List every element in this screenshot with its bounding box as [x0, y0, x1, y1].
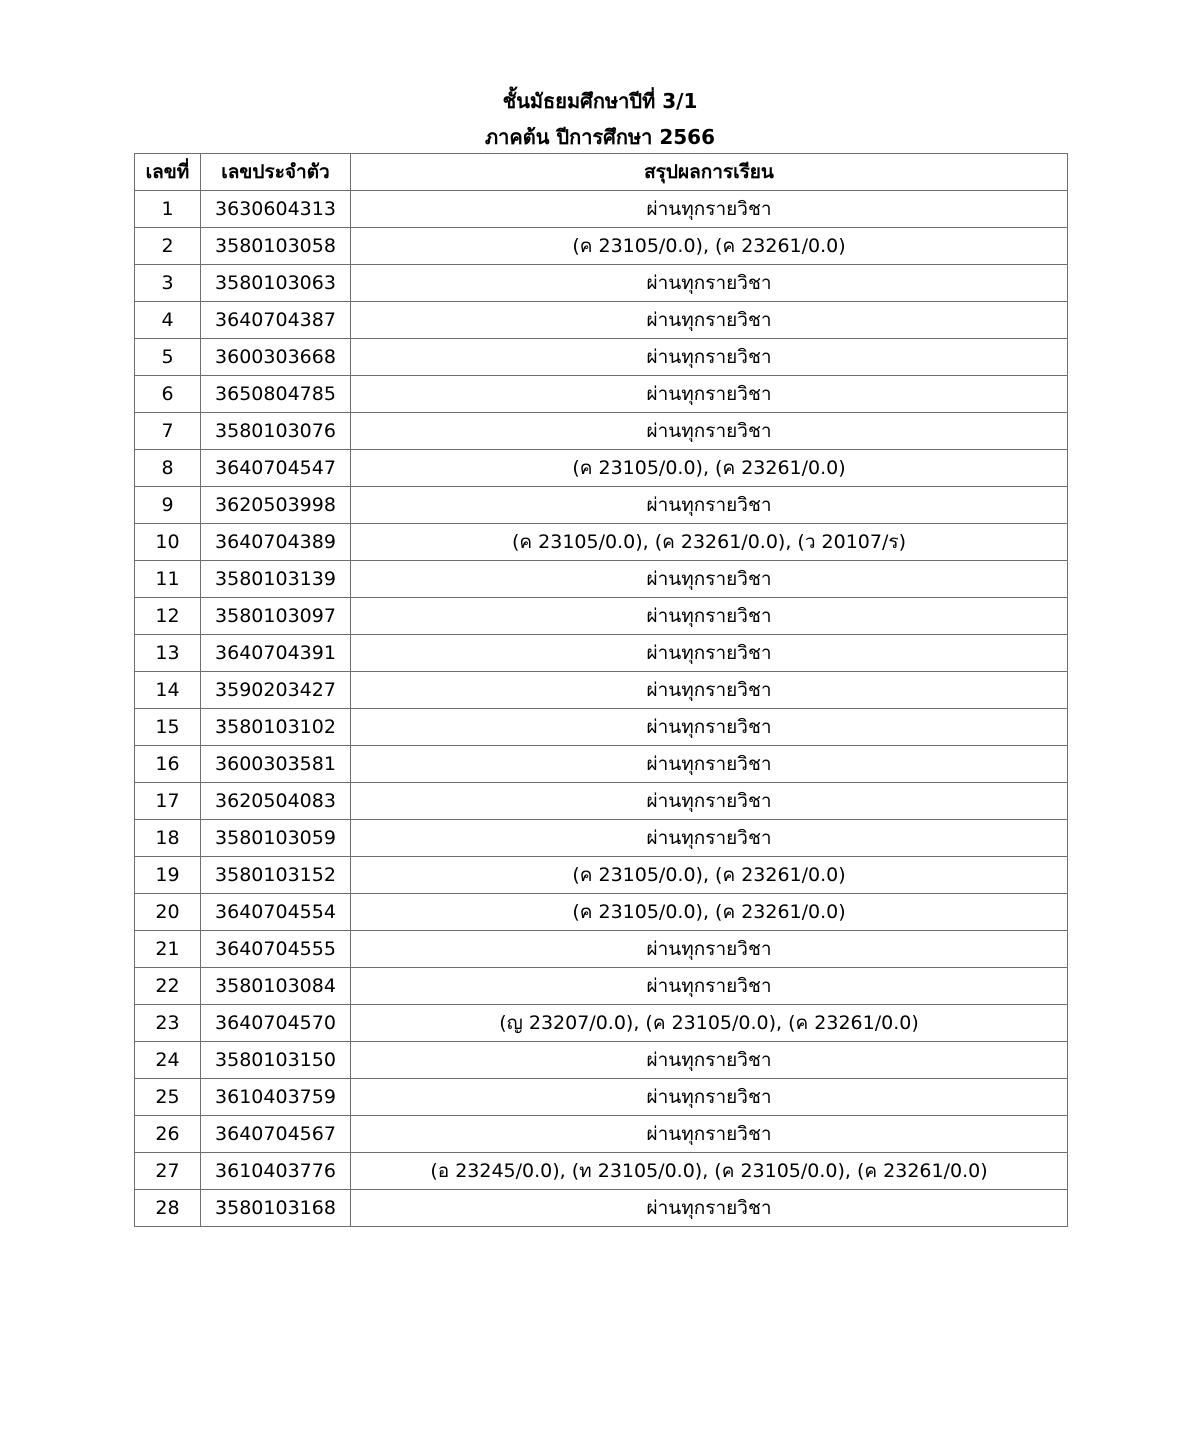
row-number-cell: 26: [135, 1116, 201, 1153]
row-number-cell: 6: [135, 376, 201, 413]
student-id-cell: 3620504083: [201, 783, 351, 820]
result-summary-cell: ผ่านทุกรายวิชา: [351, 1116, 1068, 1153]
row-number-cell: 20: [135, 894, 201, 931]
table-row: [135, 968, 1068, 1005]
row-number-cell: 8: [135, 450, 201, 487]
results-table: [134, 153, 1068, 1227]
table-row: [135, 228, 1068, 265]
student-id-cell: 3590203427: [201, 672, 351, 709]
row-number-cell: 22: [135, 968, 201, 1005]
result-summary-cell: (ค 23105/0.0), (ค 23261/0.0): [351, 450, 1068, 487]
result-summary-cell: (อ 23245/0.0), (ท 23105/0.0), (ค 23105/0.0), (ค 23261/0.0): [351, 1153, 1068, 1190]
table-row: [135, 450, 1068, 487]
result-summary-cell: ผ่านทุกรายวิชา: [351, 302, 1068, 339]
table-row: [135, 931, 1068, 968]
student-id-cell: 3610403759: [201, 1079, 351, 1116]
table-row: [135, 672, 1068, 709]
student-id-cell: 3640704570: [201, 1005, 351, 1042]
result-summary-cell: ผ่านทุกรายวิชา: [351, 672, 1068, 709]
table-row: [135, 191, 1068, 228]
student-id-cell: 3600303581: [201, 746, 351, 783]
row-number-cell: 27: [135, 1153, 201, 1190]
result-summary-cell: ผ่านทุกรายวิชา: [351, 709, 1068, 746]
page-subtitle: ภาคต้น ปีการศึกษา 2566: [484, 125, 716, 149]
result-summary-cell: ผ่านทุกรายวิชา: [351, 1042, 1068, 1079]
result-summary-cell: ผ่านทุกรายวิชา: [351, 968, 1068, 1005]
student-id-cell: 3630604313: [201, 191, 351, 228]
table-row: [135, 1042, 1068, 1079]
student-id-cell: 3610403776: [201, 1153, 351, 1190]
row-number-cell: 24: [135, 1042, 201, 1079]
table-row: [135, 783, 1068, 820]
result-summary-cell: ผ่านทุกรายวิชา: [351, 1079, 1068, 1116]
row-number-cell: 1: [135, 191, 201, 228]
row-number-cell: 2: [135, 228, 201, 265]
result-summary-cell: ผ่านทุกรายวิชา: [351, 265, 1068, 302]
table-row: [135, 1190, 1068, 1227]
column-header-number: เลขที่: [135, 154, 201, 191]
table-row: [135, 487, 1068, 524]
result-summary-cell: ผ่านทุกรายวิชา: [351, 376, 1068, 413]
student-id-cell: 3650804785: [201, 376, 351, 413]
result-summary-cell: ผ่านทุกรายวิชา: [351, 931, 1068, 968]
student-id-cell: 3640704387: [201, 302, 351, 339]
result-summary-cell: ผ่านทุกรายวิชา: [351, 413, 1068, 450]
row-number-cell: 9: [135, 487, 201, 524]
table-row: [135, 524, 1068, 561]
table-row: [135, 894, 1068, 931]
student-id-cell: 3600303668: [201, 339, 351, 376]
student-id-cell: 3580103084: [201, 968, 351, 1005]
row-number-cell: 18: [135, 820, 201, 857]
table-row: [135, 598, 1068, 635]
table-row: [135, 339, 1068, 376]
table-row: [135, 1116, 1068, 1153]
row-number-cell: 14: [135, 672, 201, 709]
table-row: [135, 561, 1068, 598]
table-header-row: [135, 154, 1068, 191]
student-id-cell: 3640704547: [201, 450, 351, 487]
table-row: [135, 746, 1068, 783]
row-number-cell: 5: [135, 339, 201, 376]
student-id-cell: 3640704555: [201, 931, 351, 968]
table-row: [135, 413, 1068, 450]
row-number-cell: 4: [135, 302, 201, 339]
student-id-cell: 3580103076: [201, 413, 351, 450]
table-row: [135, 1153, 1068, 1190]
row-number-cell: 19: [135, 857, 201, 894]
row-number-cell: 28: [135, 1190, 201, 1227]
student-id-cell: 3580103059: [201, 820, 351, 857]
result-summary-cell: ผ่านทุกรายวิชา: [351, 820, 1068, 857]
student-id-cell: 3580103150: [201, 1042, 351, 1079]
row-number-cell: 7: [135, 413, 201, 450]
table-row: [135, 1005, 1068, 1042]
result-summary-cell: (ค 23105/0.0), (ค 23261/0.0), (ว 20107/ร): [351, 524, 1068, 561]
row-number-cell: 23: [135, 1005, 201, 1042]
result-summary-cell: ผ่านทุกรายวิชา: [351, 487, 1068, 524]
result-summary-cell: (ค 23105/0.0), (ค 23261/0.0): [351, 228, 1068, 265]
result-summary-cell: ผ่านทุกรายวิชา: [351, 746, 1068, 783]
table-row: [135, 635, 1068, 672]
student-id-cell: 3580103102: [201, 709, 351, 746]
row-number-cell: 12: [135, 598, 201, 635]
student-id-cell: 3640704391: [201, 635, 351, 672]
row-number-cell: 16: [135, 746, 201, 783]
student-id-cell: 3580103097: [201, 598, 351, 635]
table-row: [135, 376, 1068, 413]
row-number-cell: 25: [135, 1079, 201, 1116]
result-summary-cell: (ญ 23207/0.0), (ค 23105/0.0), (ค 23261/0.0): [351, 1005, 1068, 1042]
student-id-cell: 3580103139: [201, 561, 351, 598]
row-number-cell: 10: [135, 524, 201, 561]
result-summary-cell: ผ่านทุกรายวิชา: [351, 339, 1068, 376]
row-number-cell: 17: [135, 783, 201, 820]
result-summary-cell: ผ่านทุกรายวิชา: [351, 635, 1068, 672]
page-title: ชั้นมัธยมศึกษาปีที่ 3/1: [502, 89, 698, 113]
result-summary-cell: (ค 23105/0.0), (ค 23261/0.0): [351, 894, 1068, 931]
result-summary-cell: ผ่านทุกรายวิชา: [351, 598, 1068, 635]
result-summary-cell: ผ่านทุกรายวิชา: [351, 561, 1068, 598]
table-row: [135, 265, 1068, 302]
student-id-cell: 3580103168: [201, 1190, 351, 1227]
row-number-cell: 3: [135, 265, 201, 302]
column-header-student-id: เลขประจำตัว: [201, 154, 351, 191]
student-id-cell: 3580103152: [201, 857, 351, 894]
student-id-cell: 3640704567: [201, 1116, 351, 1153]
table-body: [135, 191, 1068, 1227]
row-number-cell: 21: [135, 931, 201, 968]
result-summary-cell: (ค 23105/0.0), (ค 23261/0.0): [351, 857, 1068, 894]
row-number-cell: 11: [135, 561, 201, 598]
column-header-summary: สรุปผลการเรียน: [351, 154, 1068, 191]
table-row: [135, 709, 1068, 746]
student-id-cell: 3580103063: [201, 265, 351, 302]
student-id-cell: 3580103058: [201, 228, 351, 265]
row-number-cell: 13: [135, 635, 201, 672]
student-id-cell: 3620503998: [201, 487, 351, 524]
result-summary-cell: ผ่านทุกรายวิชา: [351, 783, 1068, 820]
table-row: [135, 820, 1068, 857]
student-id-cell: 3640704389: [201, 524, 351, 561]
student-id-cell: 3640704554: [201, 894, 351, 931]
table-row: [135, 1079, 1068, 1116]
table-row: [135, 302, 1068, 339]
table-row: [135, 857, 1068, 894]
result-summary-cell: ผ่านทุกรายวิชา: [351, 1190, 1068, 1227]
row-number-cell: 15: [135, 709, 201, 746]
result-summary-cell: ผ่านทุกรายวิชา: [351, 191, 1068, 228]
